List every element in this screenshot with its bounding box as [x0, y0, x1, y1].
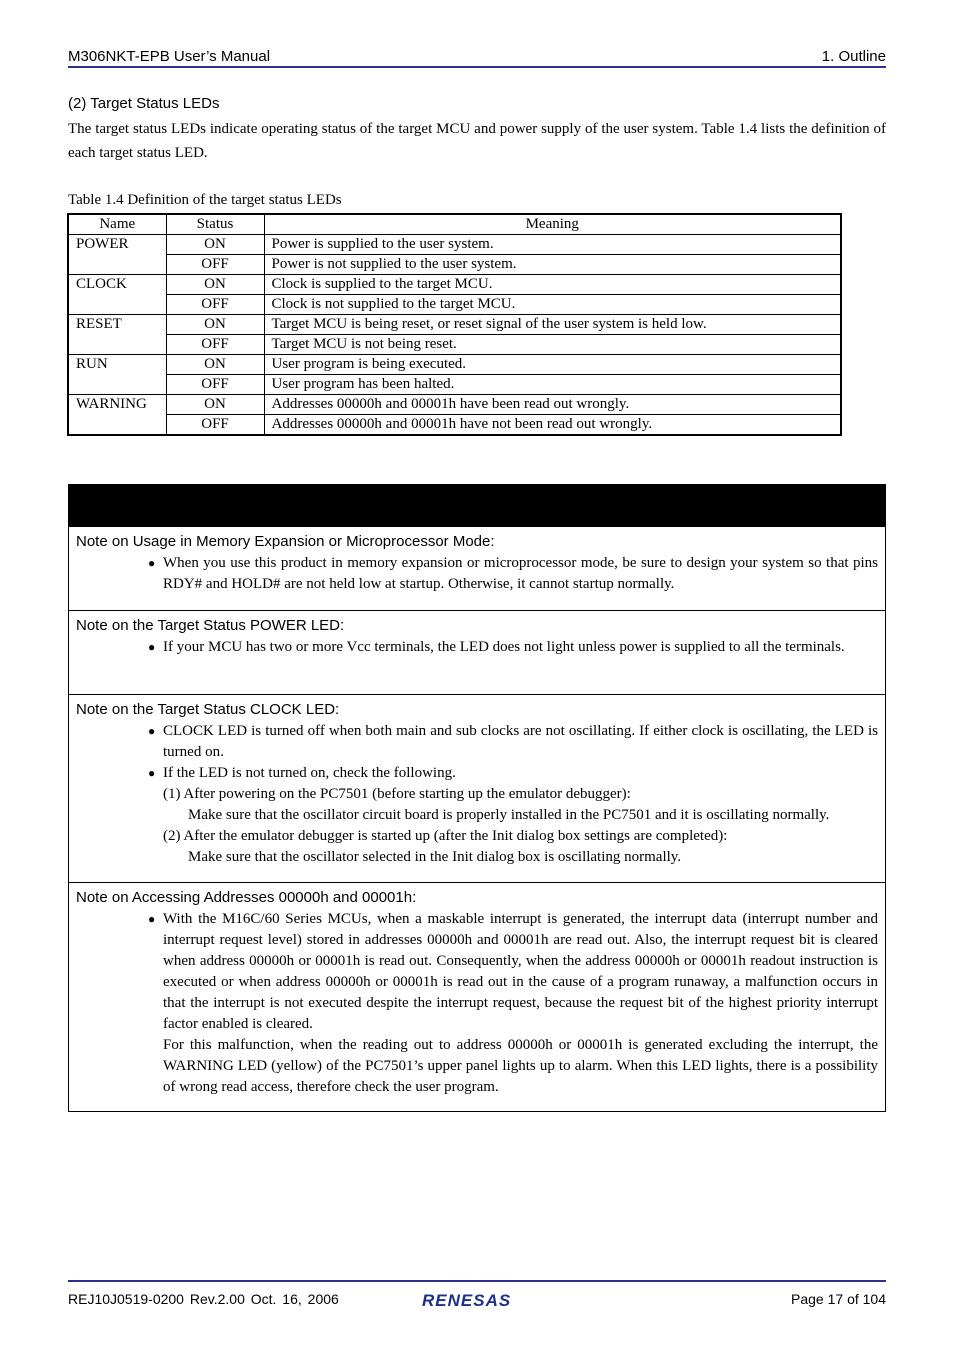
led-status: ON: [166, 275, 264, 295]
bullet-dot-icon: ●: [148, 556, 156, 570]
page-number: Page 17 of 104: [791, 1291, 886, 1307]
led-name: POWER: [68, 235, 166, 275]
chapter-title: 1. Outline: [821, 48, 886, 65]
led-status: OFF: [166, 335, 264, 355]
led-meaning: Target MCU is being reset, or reset signal of the user system is held low.: [264, 315, 841, 335]
check-step-detail: Make sure that the oscillator selected in the Init dialog box is oscillating normally.: [188, 849, 682, 865]
table-row: [68, 255, 841, 275]
table-row: [68, 355, 841, 375]
bullet-dot-icon: ●: [148, 640, 156, 654]
led-meaning: Power is not supplied to the user system.: [264, 255, 841, 275]
bullet-text: If the LED is not turned on, check the following.: [163, 765, 456, 781]
led-status: OFF: [166, 255, 264, 275]
notes-banner: [69, 485, 885, 526]
note-power-led: [69, 610, 885, 694]
led-status: OFF: [166, 375, 264, 395]
intro-paragraph: The target status LEDs indicate operating status of the target MCU and power supply of the user system. Table 1.4 lists the definition of each target status LED.: [68, 121, 886, 161]
led-meaning: Target MCU is not being reset.: [264, 335, 841, 355]
note-bullet: [146, 909, 878, 1035]
page-header: [68, 46, 886, 68]
bullet-dot-icon: ●: [148, 724, 156, 738]
header-meaning: Meaning: [264, 214, 841, 235]
note-title: Note on the Target Status POWER LED:: [76, 617, 345, 634]
document-id: REJ10J0519-0200 Rev.2.00 Oct. 16, 2006: [68, 1291, 339, 1307]
led-status: ON: [166, 395, 264, 415]
check-step: (1) After powering on the PC7501 (before starting up the emulator debugger):: [163, 786, 631, 802]
note-title: Note on Usage in Memory Expansion or Microprocessor Mode:: [76, 533, 495, 550]
led-meaning: Power is supplied to the user system.: [264, 235, 841, 255]
led-name: WARNING: [68, 395, 166, 436]
led-status: ON: [166, 355, 264, 375]
note-clock-led: [69, 694, 885, 882]
bullet-text: When you use this product in memory expansion or microprocessor mode, be sure to design your system so that pins RDY# and HOLD# are not held low at startup. Otherwise, it cannot startup normally.: [163, 555, 878, 592]
table-row: [68, 235, 841, 255]
page-footer: [68, 1280, 886, 1320]
led-meaning: Clock is supplied to the target MCU.: [264, 275, 841, 295]
note-bullet: [146, 553, 878, 595]
table-header-row: [68, 214, 841, 235]
bullet-text: CLOCK LED is turned off when both main and sub clocks are not oscillating. If either clock is oscillating, the LED is turned on.: [163, 723, 878, 760]
note-title: Note on Accessing Addresses 00000h and 00001h:: [76, 889, 417, 906]
led-name: RESET: [68, 315, 166, 355]
note-address-access: [69, 882, 885, 1098]
table-row: [68, 415, 841, 436]
section-heading: (2) Target Status LEDs: [68, 95, 220, 112]
table-row: [68, 275, 841, 295]
note-bullet: [146, 763, 878, 784]
led-status: OFF: [166, 295, 264, 315]
manual-title: M306NKT-EPB User’s Manual: [68, 48, 271, 65]
notes-box: [68, 484, 886, 1112]
bullet-dot-icon: ●: [148, 766, 156, 780]
led-definition-table: [67, 213, 842, 436]
header-rule: [68, 66, 886, 68]
bullet-text: With the M16C/60 Series MCUs, when a maskable interrupt is generated, the interrupt data (interrupt number and interrupt request level) stored in addresses 00000h and 00001h are read out. Also, the interrupt request bit is cleared when address 00000h or 00001h is read out. Consequently, when the address 00000h or 00001h readout instruction is executed or when address 00000h or 00001h is read out in the cause of a program runaway, a malfunction occurs in that the interrupt is not executed despite the interrupt request, because the request bit of the highest priority interrupt factor enabled is cleared.: [163, 911, 878, 1032]
led-meaning: User program is being executed.: [264, 355, 841, 375]
table-row: [68, 295, 841, 315]
led-name: CLOCK: [68, 275, 166, 315]
led-name: RUN: [68, 355, 166, 395]
note-memory-mode: [69, 526, 885, 610]
led-meaning: Clock is not supplied to the target MCU.: [264, 295, 841, 315]
header-status: Status: [166, 214, 264, 235]
check-step: (2) After the emulator debugger is started up (after the Init dialog box settings are completed):: [163, 828, 728, 844]
check-step-detail: Make sure that the oscillator circuit board is properly installed in the PC7501 and it is oscillating normally.: [188, 807, 830, 823]
table-row: [68, 375, 841, 395]
note-paragraph: For this malfunction, when the reading out to address 00000h or 00001h is generated excluding the interrupt, the WARNING LED (yellow) of the PC7501’s upper panel lights up to alarm. When this LED lights, there is a possibility of wrong read access, therefore check the user program.: [163, 1037, 878, 1095]
table-caption: Table 1.4 Definition of the target status LEDs: [68, 192, 342, 208]
led-status: ON: [166, 315, 264, 335]
footer-rule: [68, 1280, 886, 1282]
led-meaning: Addresses 00000h and 00001h have been read out wrongly.: [264, 395, 841, 415]
bullet-dot-icon: ●: [148, 912, 156, 926]
note-bullet: [146, 721, 878, 763]
table-row: [68, 395, 841, 415]
table-row: [68, 335, 841, 355]
led-meaning: Addresses 00000h and 00001h have not been read out wrongly.: [264, 415, 841, 436]
led-status: OFF: [166, 415, 264, 436]
header-name: Name: [68, 214, 166, 235]
note-title: Note on the Target Status CLOCK LED:: [76, 701, 340, 718]
renesas-logo: [422, 1289, 534, 1311]
bullet-text: If your MCU has two or more Vcc terminals, the LED does not light unless power is supplied to all the terminals.: [163, 639, 845, 655]
led-status: ON: [166, 235, 264, 255]
led-meaning: User program has been halted.: [264, 375, 841, 395]
note-bullet: [146, 637, 878, 658]
table-row: [68, 315, 841, 335]
logo-text: RENESAS: [422, 1291, 512, 1310]
